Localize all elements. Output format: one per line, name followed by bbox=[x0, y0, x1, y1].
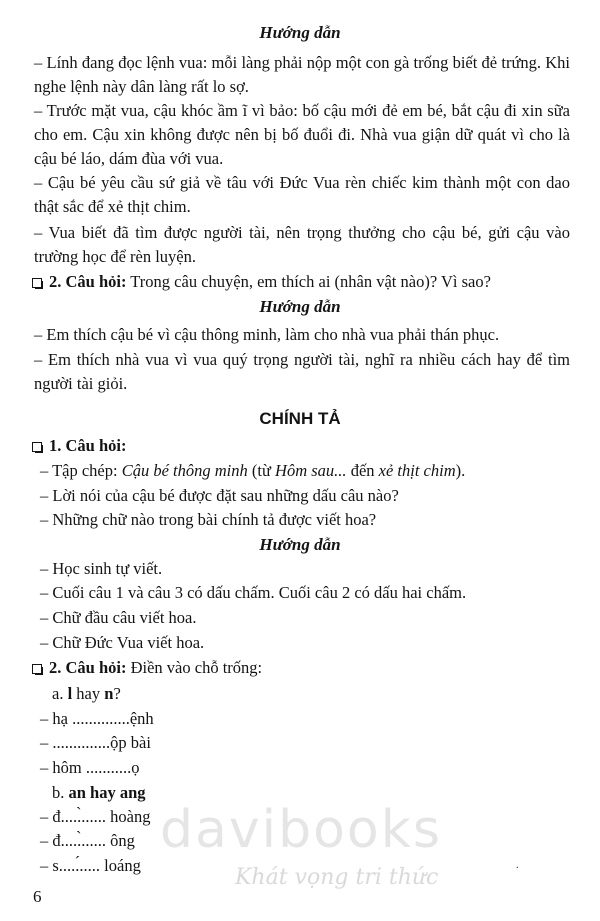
guide-heading-2: Hướng dẫn bbox=[259, 297, 341, 316]
fill-blank-a-1: – hạ ..............ệnh bbox=[40, 709, 154, 728]
part-b-options: an hay ang bbox=[68, 783, 146, 802]
question-2 bbox=[32, 272, 582, 292]
question-2-text: Trong câu chuyện, em thích ai (nhân vật nào)? Vì sao? bbox=[126, 272, 491, 291]
chinh-ta-question-1-label: 1. Câu hỏi: bbox=[49, 436, 127, 455]
text-segment: hay bbox=[72, 684, 105, 703]
chinh-ta-q1-line-3: – Những chữ nào trong bài chính tả được viết hoa? bbox=[40, 510, 377, 529]
chinh-ta-answer-4: – Chữ Đức Vua viết hoa. bbox=[40, 633, 205, 652]
lesson-title: Cậu bé thông minh bbox=[121, 461, 248, 480]
excerpt-end: xẻ thịt chim bbox=[378, 461, 456, 480]
text-segment: b. bbox=[52, 783, 69, 802]
text-segment: (từ bbox=[247, 461, 276, 480]
checkbox-icon bbox=[32, 664, 42, 674]
question-2-answer-2: – Em thích nhà vua vì vua quý trọng người tài, nghĩ ra nhiều cách hay để tìm người tài giỏi. bbox=[34, 350, 570, 393]
checkbox-icon bbox=[32, 442, 42, 452]
text-segment: a. bbox=[52, 684, 68, 703]
chinh-ta-answer-2: – Cuối câu 1 và câu 3 có dấu chấm. Cuối câu 2 có dấu hai chấm. bbox=[40, 583, 467, 602]
checkbox-icon bbox=[32, 278, 42, 288]
fill-blank-b-3: – s.....́..... loáng bbox=[40, 856, 141, 875]
guide-heading-1: Hướng dẫn bbox=[259, 23, 341, 42]
chinh-ta-question-2 bbox=[32, 658, 582, 678]
excerpt-start: Hôm sau... bbox=[275, 461, 347, 480]
text-segment: ). bbox=[455, 461, 466, 480]
fill-blank-b-1: – đ.....̀...... hoàng bbox=[40, 807, 151, 826]
letter-n: n bbox=[104, 684, 114, 703]
fill-blank-a-2: – ..............ộp bài bbox=[40, 733, 151, 752]
answer-paragraph-3: – Cậu bé yêu cầu sứ giả về tâu với Đức Vua rèn chiếc kim thành một con dao thật sắc để xẻ thịt chim. bbox=[34, 173, 570, 216]
fill-blank-b-2: – đ.....̀...... ông bbox=[40, 831, 135, 850]
letter-l: l bbox=[67, 684, 73, 703]
question-2-answer-1: – Em thích cậu bé vì cậu thông minh, làm cho nhà vua phải thán phục. bbox=[34, 325, 500, 344]
guide-heading-3: Hướng dẫn bbox=[259, 535, 341, 554]
answer-paragraph-1: – Lính đang đọc lệnh vua: mỗi làng phải nộp một con gà trống biết đẻ trứng. Khi nghe lệnh này dân làng rất lo sợ. bbox=[34, 53, 570, 96]
stray-dot: . bbox=[516, 860, 519, 871]
watermark-logo: davibooks bbox=[160, 800, 442, 860]
page-number: 6 bbox=[33, 887, 42, 906]
text-segment: ? bbox=[113, 684, 121, 703]
part-a-label bbox=[52, 684, 121, 704]
answer-paragraph-2: – Trước mặt vua, cậu khóc ầm ĩ vì bảo: bố cậu mới đẻ em bé, bắt cậu đi xin sữa cho em. Cậu xin không được nên bị bố đuổi đi. Nhà vua giận dữ quát vì cho là cậu bé láo, dám đùa với vua. bbox=[34, 101, 570, 168]
question-2-label: 2. Câu hỏi: bbox=[49, 272, 127, 291]
chinh-ta-question-2-label: 2. Câu hỏi: bbox=[49, 658, 127, 677]
chinh-ta-question-1 bbox=[32, 436, 582, 456]
chinh-ta-question-2-text: Điền vào chỗ trống: bbox=[126, 658, 263, 677]
text-segment: – Tập chép: bbox=[40, 461, 122, 480]
text-segment: đến bbox=[346, 461, 379, 480]
section-title-chinh-ta: CHÍNH TẢ bbox=[259, 409, 341, 428]
answer-paragraph-4: – Vua biết đã tìm được người tài, nên trọng thưởng cho cậu bé, gửi cậu vào trường học để rèn luyện. bbox=[34, 223, 570, 266]
fill-blank-a-3: – hôm ...........ọ bbox=[40, 758, 140, 777]
part-b-label bbox=[52, 783, 146, 803]
chinh-ta-answer-1: – Học sinh tự viết. bbox=[40, 559, 163, 578]
chinh-ta-q1-line-2: – Lời nói của cậu bé được đặt sau những dấu câu nào? bbox=[40, 486, 399, 505]
chinh-ta-q1-line-1 bbox=[40, 461, 580, 481]
watermark-tagline: Khát vọng tri thức bbox=[235, 865, 439, 890]
chinh-ta-answer-3: – Chữ đầu câu viết hoa. bbox=[40, 608, 197, 627]
